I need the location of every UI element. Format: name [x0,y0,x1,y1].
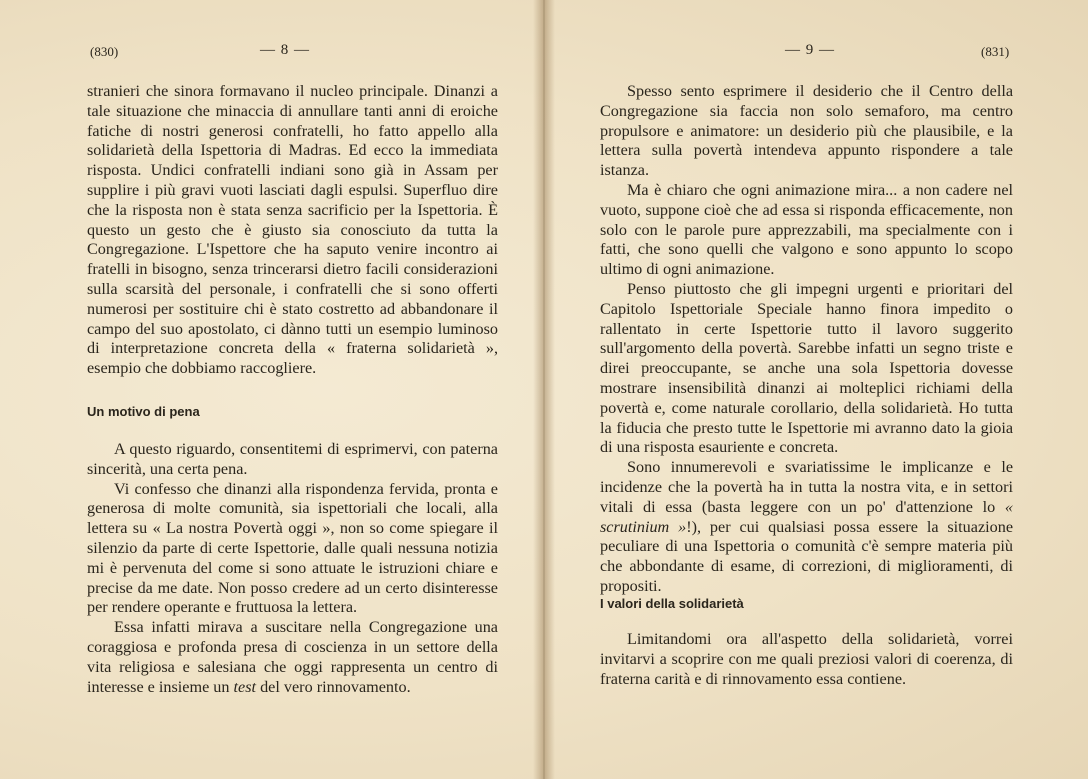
left-archive-number: (830) [90,44,119,59]
left-page-number: — 8 — [260,42,310,58]
right-paragraph-4-italic: « scrutinium » [600,497,1013,536]
right-paragraph-4 [600,458,1013,597]
left-paragraph-4-italic: test [233,677,257,696]
right-section-title: I valori della solidarietà [600,596,744,611]
right-paragraph-1: Spesso sento esprimere il desiderio che il Centro della Congregazione sia faccia non solo semaforo, ma centro propulsore e animatore: un desiderio più che plausibile, e la lettera sulla povertà intendeva appunto rispondere a tale istanza. [600,82,1013,180]
left-paragraph-3: Vi confesso che dinanzi alla rispondenza fervida, pronta e generosa di molte comunità, sia ispettoriali che locali, alla lettera su « La nostra Povertà oggi », non so come spiegare il silenzio da parte di certe Ispettorie, dalle quali nessuna notizia mi è pervenuta del come si sono attuate le istruzioni chiare e precise da me date. Non posso credere ad un certo disinteresse per rendere operante e fruttuosa la lettera. [87,479,498,617]
left-paragraph-1-block [87,82,498,379]
right-paragraph-3: Penso piuttosto che gli impegni urgenti e prioritari del Capitolo Ispettoriale Speciale hanno finora impedito o rallentato in certe Ispettorie tutto il lavoro suggerito sull'argomento della povertà. Sarebbe infatti un segno triste e direi preoccupante, se anche una sola Ispettoria dovesse mostrare insensibilità dinanzi ai molteplici richiami della povertà e, come naturale corollario, della solidarietà. Ho tutta la fiducia che presto tutte le Ispettorie mi avranno dato la gioia di una risposta esauriente e concreta. [600,279,1013,457]
left-paragraph-4 [87,618,498,697]
right-page-number: — 9 — [785,42,835,58]
left-paragraph-4-part-b: del vero rinnovamento. [256,677,411,696]
right-paragraph-5-block [600,630,1013,689]
right-paragraph-5: Limitandomi ora all'aspetto della solidarietà, vorrei invitarvi a scoprire con me quali preziosi valori di coerenza, di fraterna carità e di rinnovamento essa contiene. [600,630,1013,688]
right-paragraph-4-part-a: Sono innumerevoli e svariatissime le implicanze e le incidenze che la povertà ha in tutta la nostra vita, e in settori vitali di essa (basta leggere con un po' d'attenzione lo [600,458,1013,516]
right-paragraph-2: Ma è chiaro che ogni animazione mira... a non cadere nel vuoto, suppone cioè che ad essa si risponda efficacemente, non solo con le parole pure apprezzabili, ma specialmente con i fatti, che sono quelli che valgono e sono appunto lo scopo ultimo di ogni animazione. [600,180,1013,279]
left-paragraphs-block [87,440,498,697]
left-paragraph-4-part-a: Essa infatti mirava a suscitare nella Congregazione una coraggiosa e profonda presa di coscienza in un settore della vita religiosa e salesiana che oggi rappresenta un centro di interesse e insieme un [87,618,498,696]
right-page [547,0,1088,779]
left-section-title: Un motivo di pena [87,404,200,419]
right-paragraphs-block [600,82,1013,597]
left-paragraph-1: stranieri che sinora formavano il nucleo principale. Dinanzi a tale situazione che minaccia di annullare tanti anni di eroiche fatiche di nostri generosi confratelli, ho fatto appello alla solidarietà della Ispettoria di Madras. Ed ecco la immediata risposta. Undici confratelli indiani sono già in Assam per supplire i più gravi vuoti lasciati dagli espulsi. Superfluo dire che la risposta non è stata senza sacrificio per la Ispettoria. È questo un gesto che è giusto sia conosciuto da tutta la Congregazione. L'Ispettore che ha saputo venire incontro ai fratelli in bisogno, senza trincerarsi dietro facili considerazioni sulla scarsità del personale, i confratelli che si sono offerti numerosi per sostituire chi è stato costretto ad abbandonare il campo del suo apostolato, ci dànno tutti un esempio luminoso di interpretazione concreta della « fraterna solidarietà », esempio che dobbiamo raccogliere. [87,82,498,378]
right-paragraph-4-part-b: !), per cui qualsiasi possa essere la situazione peculiare di una Ispettoria o comunità c'è sempre materia più che abbondante di esame, di correzioni, di miglioramenti, di propositi. [600,517,1014,595]
right-archive-number: (831) [981,44,1010,59]
left-paragraph-2: A questo riguardo, consentitemi di esprimervi, con paterna sincerità, una certa pena. [87,440,498,478]
left-page [0,0,541,779]
